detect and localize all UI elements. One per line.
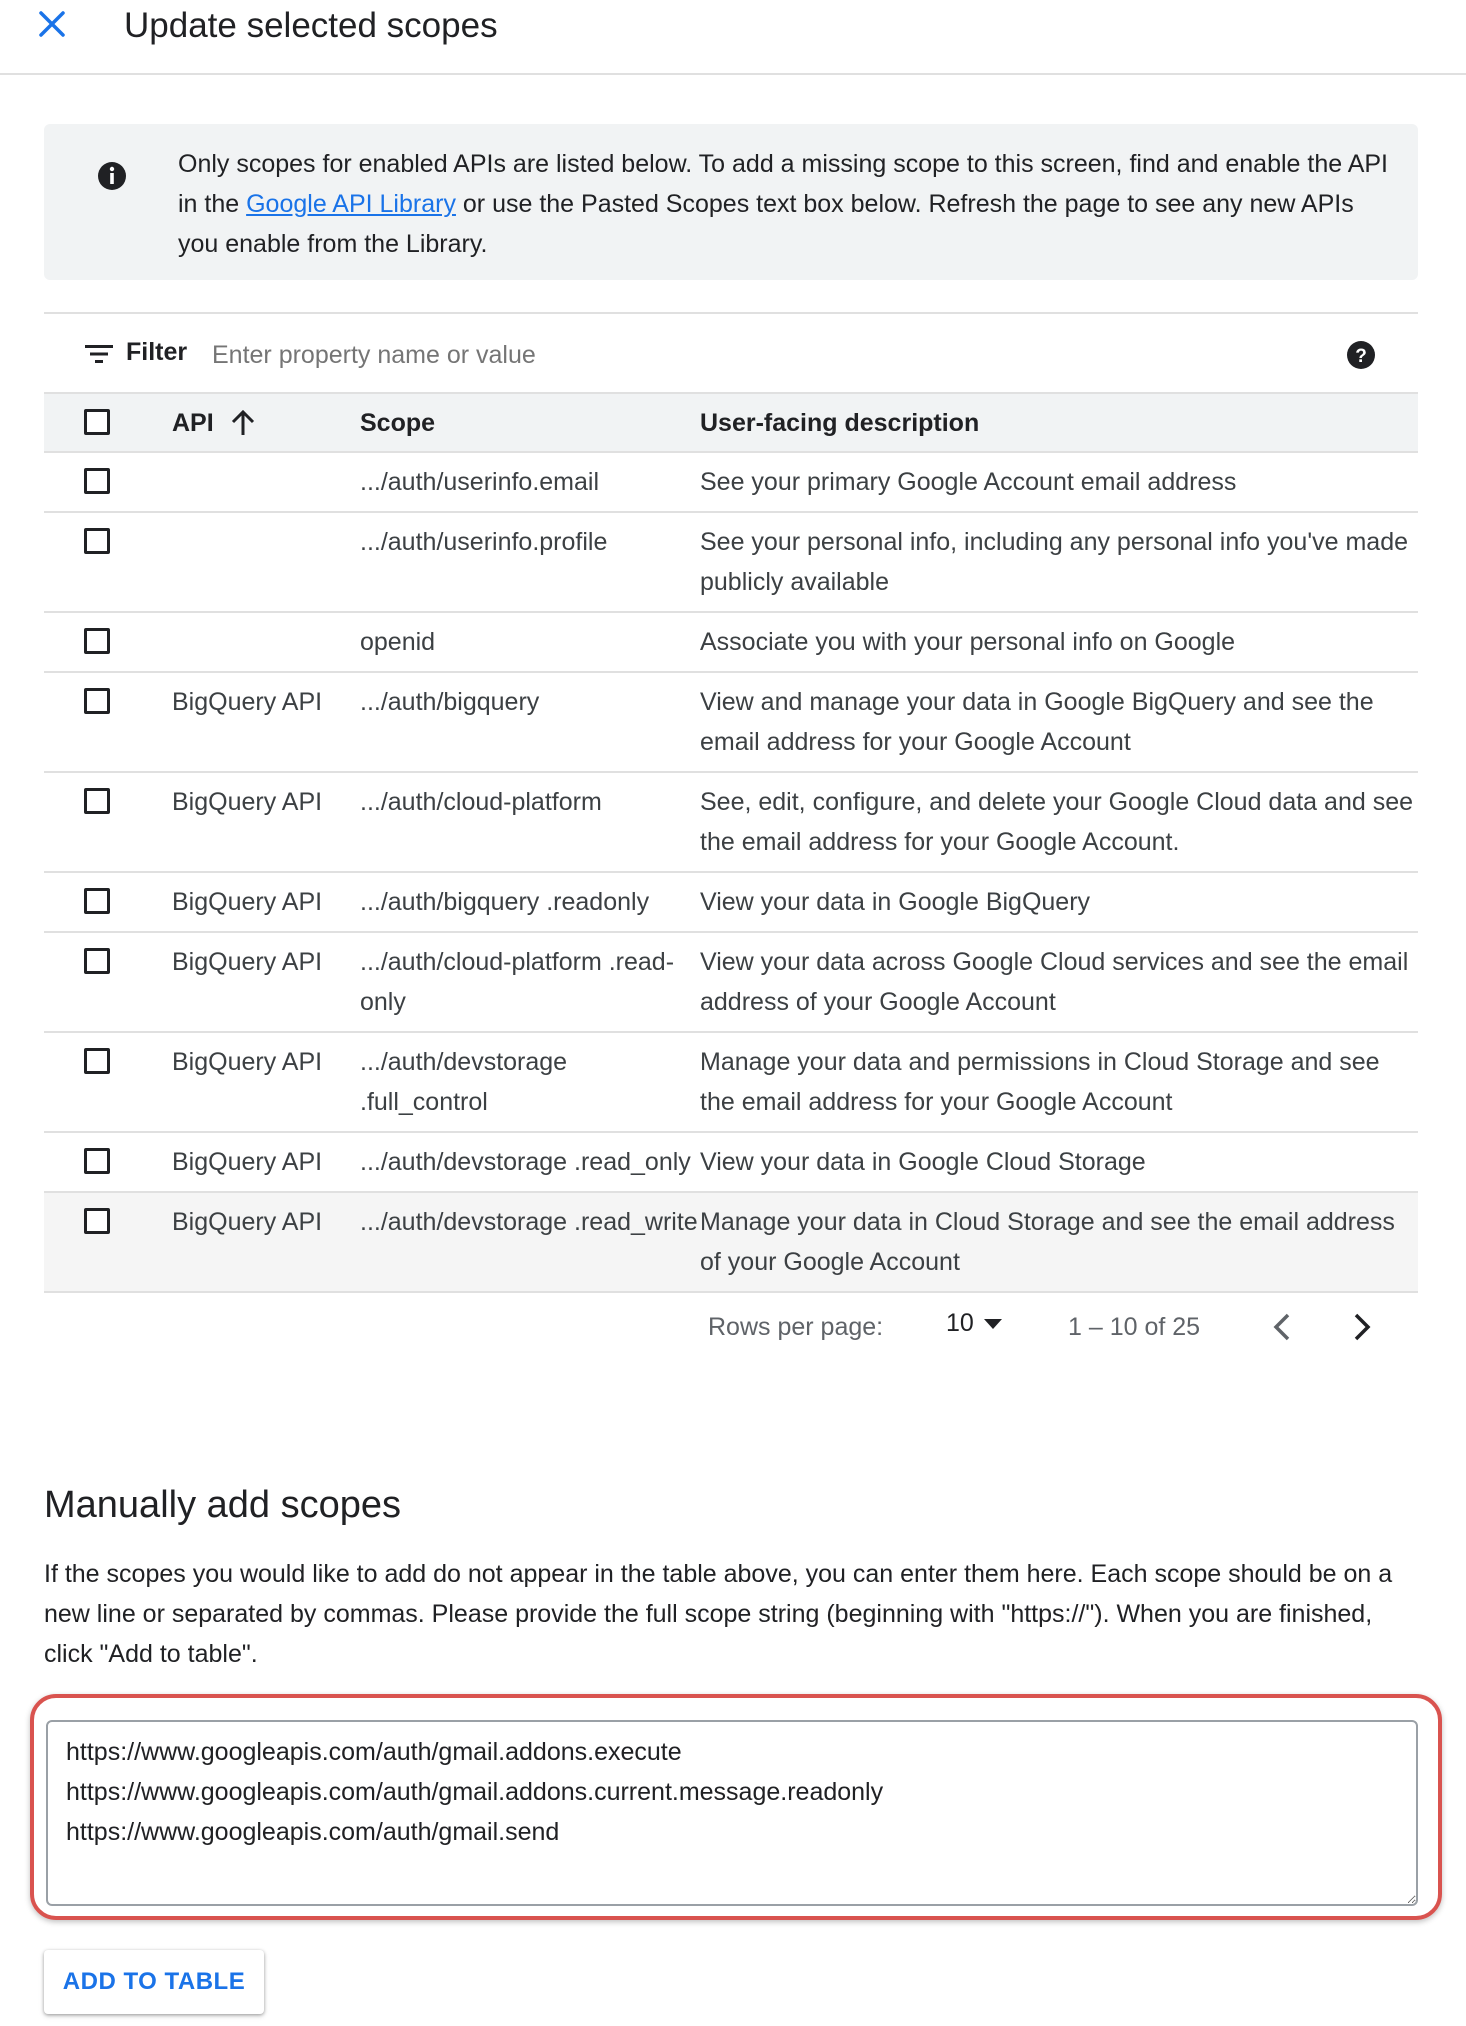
column-header-api[interactable] <box>172 394 360 452</box>
filter-label: Filter <box>126 338 188 366</box>
scope-cell: .../auth/bigquery .readonly <box>360 888 650 916</box>
row-checkbox-cell <box>44 1132 172 1192</box>
row-checkbox[interactable] <box>84 948 110 974</box>
row-checkbox[interactable] <box>84 688 110 714</box>
row-checkbox[interactable] <box>84 628 110 654</box>
table-row[interactable] <box>44 1032 1418 1132</box>
close-icon[interactable] <box>36 8 68 40</box>
table-row[interactable] <box>44 1192 1418 1292</box>
rows-per-page-label: Rows per page: <box>708 1313 884 1341</box>
column-header-description[interactable]: User-facing description <box>700 394 1418 452</box>
scope-cell: .../auth/userinfo.email <box>360 468 600 496</box>
api-cell: BigQuery API <box>172 888 323 916</box>
info-text-before: Only scopes for enabled APIs are listed below. To add a missing scope to this screen, find and enable the API in the <box>178 150 1388 218</box>
row-checkbox-cell <box>44 672 172 772</box>
chevron-right-icon[interactable] <box>1344 1309 1378 1345</box>
chevron-left-icon[interactable] <box>1266 1309 1300 1345</box>
arrow-up-icon[interactable] <box>230 409 256 437</box>
row-checkbox-cell <box>44 872 172 932</box>
api-cell: BigQuery API <box>172 688 323 716</box>
select-all-checkbox[interactable] <box>84 409 110 435</box>
description-cell: View and manage your data in Google BigQuery and see the email address for your Google Account <box>700 688 1374 756</box>
select-all-cell <box>44 394 172 452</box>
scope-cell: .../auth/cloud-platform .read-only <box>360 948 675 1016</box>
description-cell: Associate you with your personal info on Google <box>700 628 1236 656</box>
svg-text:?: ? <box>1355 346 1367 367</box>
scopes-table-container <box>44 312 1418 1359</box>
table-row[interactable] <box>44 932 1418 1032</box>
description-cell: See your primary Google Account email address <box>700 468 1237 496</box>
api-cell <box>172 612 360 672</box>
scopes-table <box>44 394 1418 1293</box>
textarea-highlight <box>30 1694 1442 1920</box>
row-checkbox[interactable] <box>84 888 110 914</box>
dialog-header <box>0 0 1466 75</box>
info-banner <box>44 124 1418 280</box>
row-checkbox[interactable] <box>84 788 110 814</box>
api-cell: BigQuery API <box>172 788 323 816</box>
table-body <box>44 452 1418 1292</box>
description-cell: Manage your data and permissions in Cloud Storage and see the email address for your Google Account <box>700 1048 1380 1116</box>
scope-cell: openid <box>360 628 436 656</box>
scope-cell: .../auth/userinfo.profile <box>360 528 608 556</box>
row-checkbox-cell <box>44 1192 172 1292</box>
info-text <box>178 144 1388 264</box>
scopes-textarea[interactable] <box>46 1720 1418 1906</box>
description-cell: View your data in Google BigQuery <box>700 888 1091 916</box>
scope-cell: .../auth/devstorage .full_control <box>360 1048 568 1116</box>
scope-cell: .../auth/bigquery <box>360 688 540 716</box>
row-checkbox-cell <box>44 452 172 512</box>
table-row[interactable] <box>44 672 1418 772</box>
filter-icon <box>84 342 114 366</box>
description-cell: Manage your data in Cloud Storage and see the email address of your Google Account <box>700 1208 1395 1276</box>
google-api-library-link[interactable]: Google API Library <box>246 190 456 218</box>
row-checkbox[interactable] <box>84 1048 110 1074</box>
row-checkbox-cell <box>44 1032 172 1132</box>
row-checkbox[interactable] <box>84 528 110 554</box>
table-row[interactable] <box>44 612 1418 672</box>
table-row[interactable] <box>44 452 1418 512</box>
description-cell: See your personal info, including any personal info you've made publicly available <box>700 528 1408 596</box>
page-title: Update selected scopes <box>124 6 498 45</box>
help-icon[interactable] <box>1346 340 1376 370</box>
description-cell: View your data across Google Cloud services and see the email address of your Google Account <box>700 948 1409 1016</box>
scope-cell: .../auth/devstorage .read_write <box>360 1208 698 1236</box>
api-cell <box>172 452 360 512</box>
add-to-table-button[interactable]: ADD TO TABLE <box>44 1950 264 2014</box>
description-cell: View your data in Google Cloud Storage <box>700 1148 1146 1176</box>
info-icon <box>97 161 127 191</box>
table-row[interactable] <box>44 872 1418 932</box>
info-text-after: or use the Pasted Scopes text box below. Refresh the page to see any new APIs you enable from the Library. <box>178 190 1354 258</box>
api-cell: BigQuery API <box>172 948 323 976</box>
manual-add-title: Manually add scopes <box>44 1484 401 1526</box>
api-cell: BigQuery API <box>172 1048 323 1076</box>
api-cell: BigQuery API <box>172 1148 323 1176</box>
table-row[interactable] <box>44 772 1418 872</box>
manual-add-description: If the scopes you would like to add do not appear in the table above, you can enter them here. Each scope should be on a new line or separated by commas. Please provide the full scope string (beginning with "https://"). When you are finished, click "Add to table". <box>44 1560 1393 1668</box>
row-checkbox-cell <box>44 932 172 1032</box>
api-cell: BigQuery API <box>172 1208 323 1236</box>
row-checkbox-cell <box>44 772 172 872</box>
rows-per-page-value: 10 <box>946 1309 974 1337</box>
row-checkbox[interactable] <box>84 468 110 494</box>
api-cell <box>172 512 360 612</box>
description-cell: See, edit, configure, and delete your Google Cloud data and see the email address for your Google Account. <box>700 788 1414 856</box>
column-header-api-label: API <box>172 409 214 437</box>
column-header-scope[interactable]: Scope <box>360 394 700 452</box>
scope-cell: .../auth/cloud-platform <box>360 788 602 816</box>
pagination <box>44 1293 1418 1359</box>
pagination-range: 1 – 10 of 25 <box>1068 1313 1201 1341</box>
table-header-row <box>44 394 1418 452</box>
row-checkbox-cell <box>44 612 172 672</box>
table-row[interactable] <box>44 1132 1418 1192</box>
scope-cell: .../auth/devstorage .read_only <box>360 1148 691 1176</box>
row-checkbox-cell <box>44 512 172 612</box>
rows-per-page-select[interactable] <box>946 1309 1002 1338</box>
filter-bar <box>44 312 1418 394</box>
filter-input[interactable] <box>210 334 1314 376</box>
table-row[interactable] <box>44 512 1418 612</box>
row-checkbox[interactable] <box>84 1208 110 1234</box>
row-checkbox[interactable] <box>84 1148 110 1174</box>
caret-down-icon <box>984 1319 1002 1329</box>
